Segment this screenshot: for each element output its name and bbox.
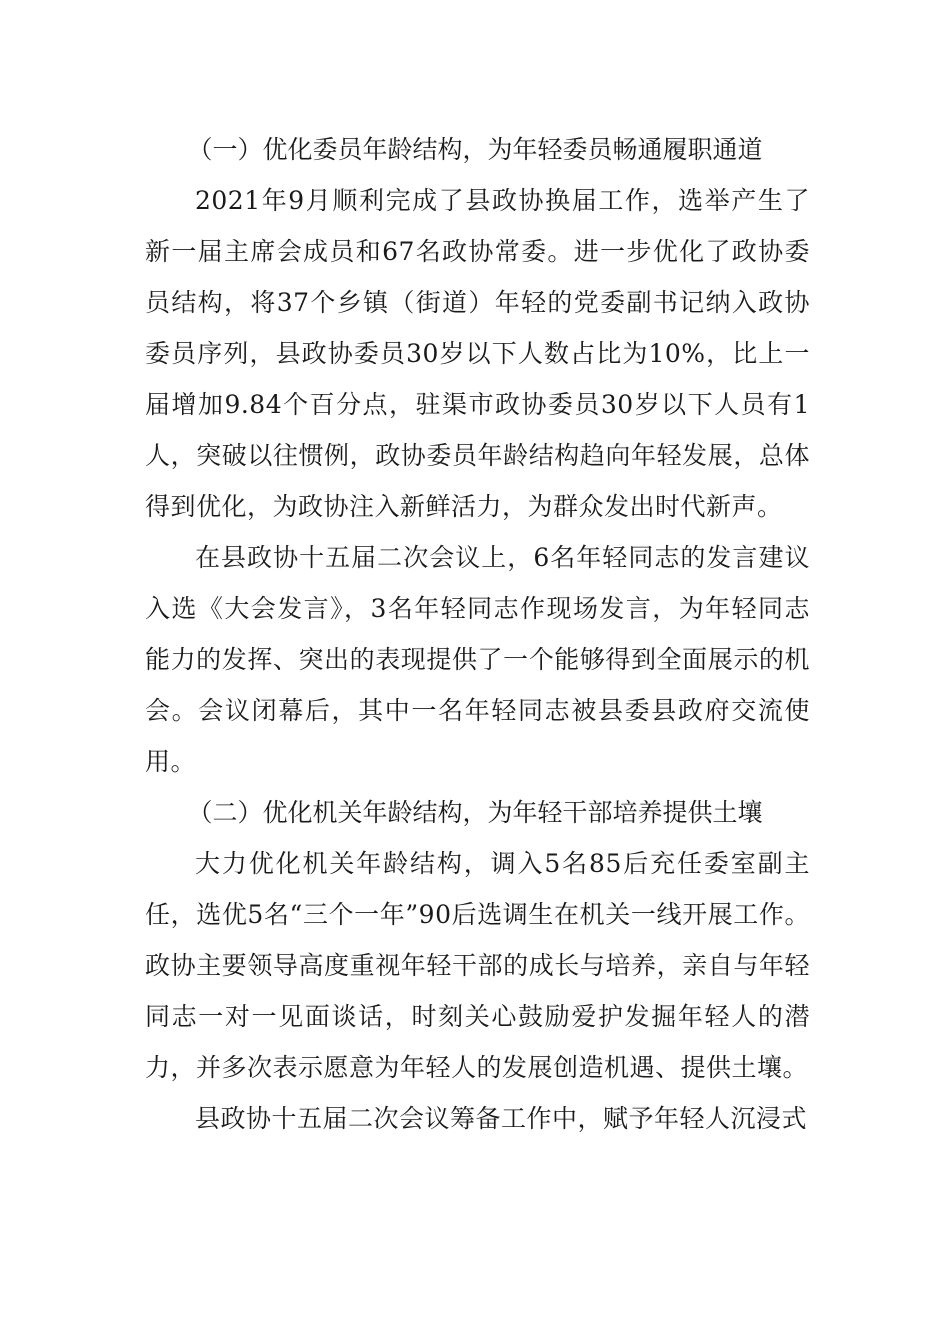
section-heading-1: （一）优化委员年龄结构，为年轻委员畅通履职通道 — [187, 135, 763, 164]
section-heading-2: （二）优化机关年龄结构，为年轻干部培养提供土壤 — [187, 798, 763, 827]
paragraph-2: 在县政协十五届二次会议上，6名年轻同志的发言建议入选《大会发言》，3名年轻同志作现场发言，为年轻同志能力的发挥、突出的表现提供了一个能够得到全面展示的机会。会议闭幕后，其中一名年轻同志被县委县政府交流使用。 — [145, 543, 810, 776]
paragraph-3: 大力优化机关年龄结构，调入5名85后充任委室副主任，选优5名“三个一年”90后选调生在机关一线开展工作。政协主要领导高度重视年轻干部的成长与培养，亲自与年轻同志一对一见面谈话，时刻关心鼓励爱护发掘年轻人的潜力，并多次表示愿意为年轻人的发展创造机遇、提供土壤。 — [145, 849, 810, 1082]
paragraph-4: 县政协十五届二次会议筹备工作中，赋予年轻人沉浸式 — [195, 1104, 808, 1133]
document-body — [145, 124, 810, 1144]
paragraph-1: 2021年9月顺利完成了县政协换届工作，选举产生了新一届主席会成员和67名政协常委。进一步优化了政协委员结构，将37个乡镇（街道）年轻的党委副书记纳入政协委员序列，县政协委员30岁以下人数占比为10%，比上一届增加9.84个百分点，驻渠市政协委员30岁以下人员有1人，突破以往惯例，政协委员年龄结构趋向年轻发展，总体得到优化，为政协注入新鲜活力，为群众发出时代新声。 — [145, 186, 810, 521]
